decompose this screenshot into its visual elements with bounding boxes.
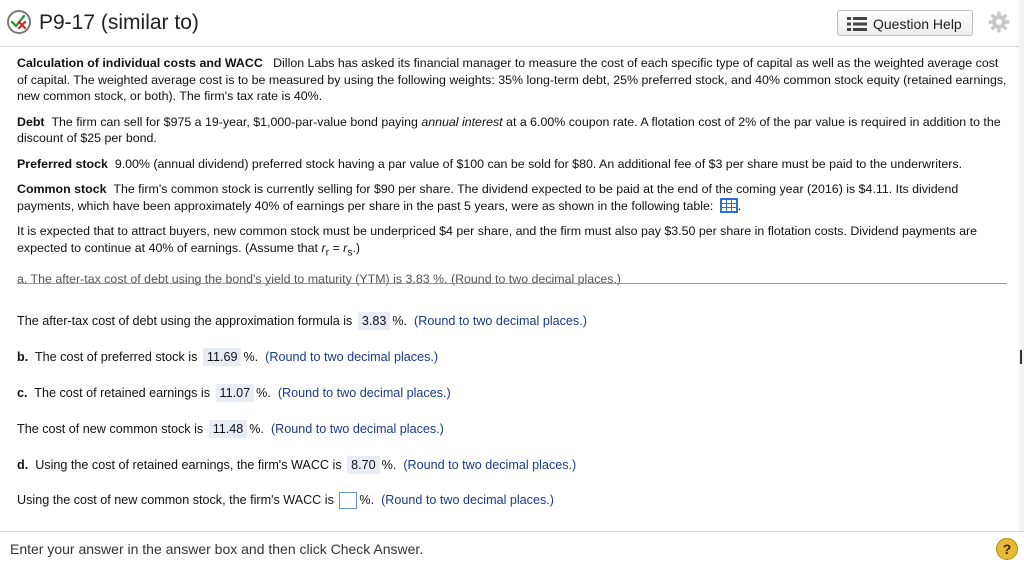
common-text: The firm's common stock is currently selling for $90 per share. The dividend expected to be paid at the end of the coming year (2016) is $4.11. Its dividend payments, which have been approximately 40% of earnings per share in the past 5 years, were as shown in the following table: [17, 182, 959, 213]
question-help-label: Question Help [873, 16, 962, 32]
section-divider [17, 283, 1007, 284]
common-end: . [737, 198, 742, 213]
answer-value[interactable]: 11.48 [209, 420, 248, 438]
r-subscript: r [325, 246, 330, 258]
preferred-paragraph [17, 156, 1007, 173]
partial-correct-icon [7, 10, 31, 34]
answer-value[interactable]: 8.70 [347, 456, 380, 474]
answer-c-new-common: The cost of new common stock is 11.48 %. (Round to two decimal places.) [17, 422, 444, 436]
equals-sign: = [329, 240, 344, 255]
expectation-text: It is expected that to attract buyers, new common stock must be underpriced $4 per share, and the firm must also pay $3.50 per share in flotation costs. Dividend payments are expected to continue at 40% of earnings. (Assume that [17, 224, 978, 255]
common-paragraph [17, 181, 1007, 214]
round-note: (Round to two decimal places.) [277, 386, 451, 400]
round-note: (Round to two decimal places.) [381, 493, 554, 507]
answer-d-new-common: Using the cost of new common stock, the firm's WACC is %. (Round to two decimal places.) [17, 493, 554, 507]
question-help-button[interactable] [837, 10, 973, 36]
debt-text: The firm can sell for $975 a 19-year, $1,000-par-value bond paying [51, 114, 422, 129]
round-note: (Round to two decimal places.) [265, 350, 439, 364]
expectation-close: .) [352, 240, 361, 255]
wacc-answer-input[interactable] [339, 492, 357, 509]
answer-d: d. Using the cost of retained earnings, the firm's WACC is 8.70 %. (Round to two decimal places.) [17, 458, 577, 472]
debt-text-2: at a 6.00% coupon rate. A flotation cost of 2% of the par value is required in addition to the discount of $25 per bond. [17, 114, 1001, 145]
table-icon[interactable] [720, 198, 738, 213]
answer-c: c. The cost of retained earnings is 11.07 %. (Round to two decimal places.) [17, 386, 451, 400]
expectation-paragraph [17, 223, 1007, 261]
intro-text: Dillon Labs has asked its financial manager to measure the cost of each specific type of capital as well as the weighted average cost of capital. The weighted average cost is to be measured by using the following weights: 35% long-term debt, 25% preferred stock, and 40% common stock equity (retained earnings, new common stock, or both). The firm's tax rate is 40%. [17, 56, 1007, 103]
r-symbol: r [321, 240, 326, 255]
intro-heading: Calculation of individual costs and WACC [17, 56, 263, 70]
round-note: (Round to two decimal places.) [403, 458, 577, 472]
debt-emphasis: annual interest [421, 114, 503, 129]
preferred-text: 9.00% (annual dividend) preferred stock having a par value of $100 can be sold for $80. An additional fee of $3 per share must be paid to the underwriters. [114, 156, 963, 171]
answer-a-approximation: The after-tax cost of debt using the approximation formula is 3.83 %. (Round to two decimal places.) [17, 314, 587, 328]
round-note: (Round to two decimal places.) [414, 314, 587, 328]
footer-instruction: Enter your answer in the answer box and then click Check Answer. [10, 541, 424, 557]
problem-statement [17, 55, 1007, 270]
scrollbar-track[interactable] [1019, 0, 1024, 566]
debt-heading: Debt [17, 114, 45, 129]
scrollbar-thumb[interactable] [1020, 350, 1022, 364]
answer-b: b. The cost of preferred stock is 11.69 %. (Round to two decimal places.) [17, 350, 439, 364]
answer-value[interactable]: 11.07 [216, 384, 255, 402]
debt-paragraph [17, 114, 1007, 147]
footer-bar [0, 531, 1024, 567]
answer-value[interactable]: 11.69 [203, 348, 242, 366]
intro-paragraph [17, 55, 1007, 105]
list-icon [847, 17, 867, 31]
round-note: (Round to two decimal places.) [270, 422, 444, 436]
clipped-answer-a: a. The after-tax cost of debt using the bond's yield to maturity (YTM) is 3.83 %. (Round to two decimal places.) [17, 272, 622, 286]
s-symbol: r [343, 240, 348, 255]
answer-value[interactable]: 3.83 [358, 312, 391, 330]
page-title: P9-17 (similar to) [39, 11, 199, 34]
question-header [0, 0, 1024, 47]
help-icon[interactable]: ? [996, 538, 1018, 560]
s-subscript: s [347, 246, 353, 258]
common-heading: Common stock [17, 182, 107, 196]
preferred-heading: Preferred stock [17, 156, 108, 171]
gear-icon[interactable] [988, 11, 1010, 33]
